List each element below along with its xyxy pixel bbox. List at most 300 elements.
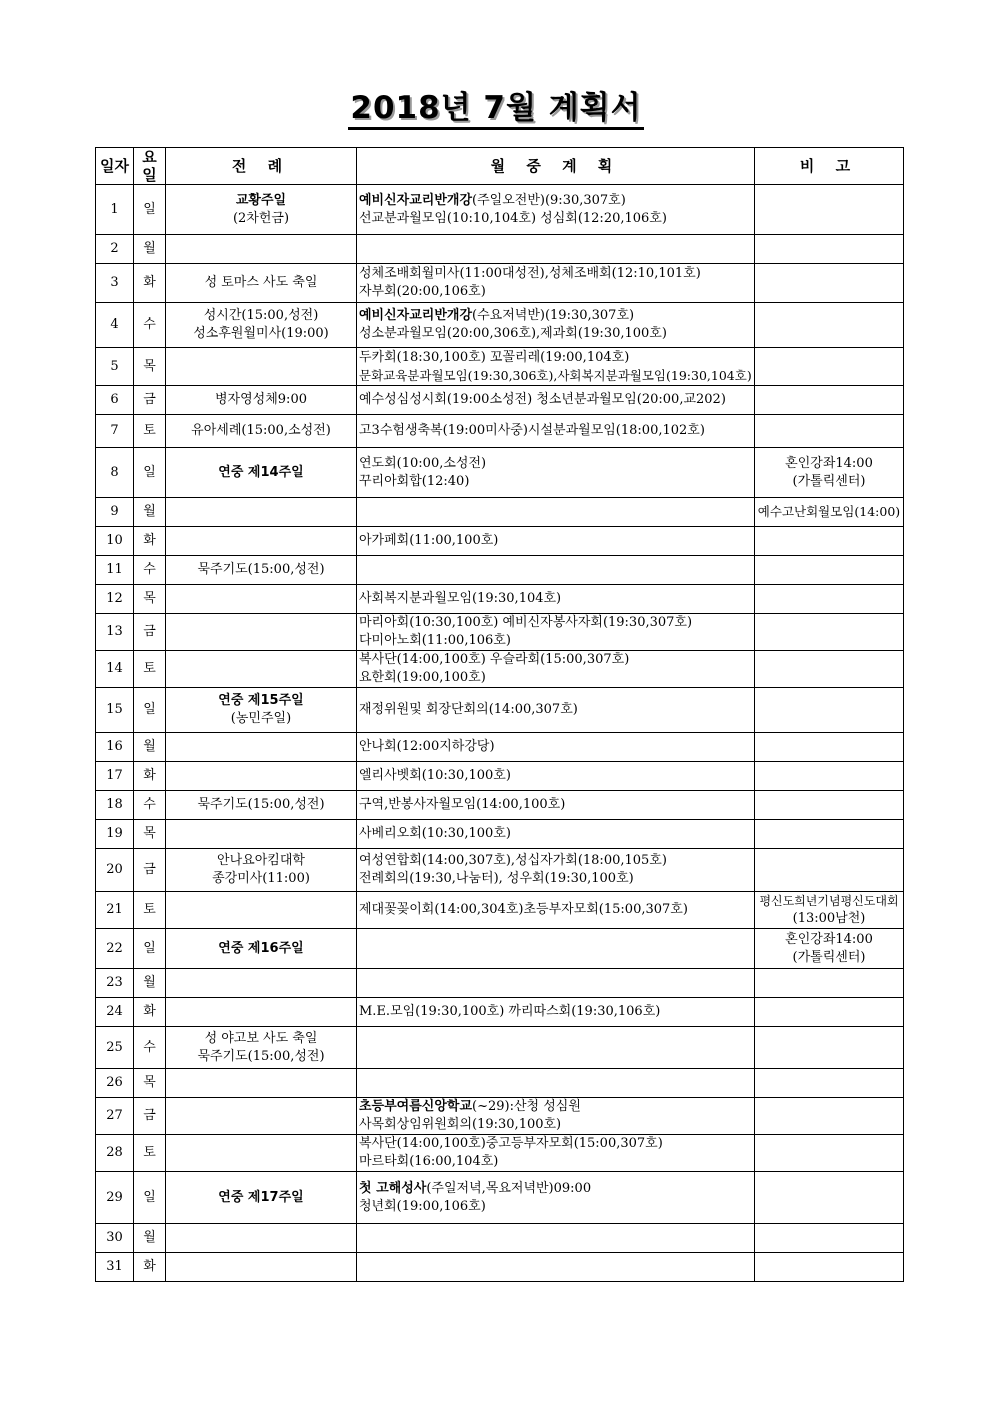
note-cell xyxy=(755,791,904,820)
plan-text: 마리아회(10:30,100호) 예비신자봉사자회(19:30,307호) xyxy=(359,615,693,630)
plan-line xyxy=(359,349,752,367)
table-row xyxy=(96,614,904,651)
weekday-cell: 일 xyxy=(134,1172,166,1224)
table-header xyxy=(96,148,904,185)
monthly-plan-cell xyxy=(357,998,755,1027)
table-row xyxy=(96,415,904,448)
liturgy-line xyxy=(168,940,354,958)
table-row xyxy=(96,585,904,614)
monthly-plan-cell xyxy=(357,820,755,849)
monthly-plan-cell xyxy=(357,614,755,651)
table-row xyxy=(96,1172,904,1224)
header-liturgy: 전 례 xyxy=(166,148,357,185)
plan-line xyxy=(359,1153,752,1171)
plan-line xyxy=(359,391,752,409)
monthly-plan-cell xyxy=(357,448,755,498)
liturgy-cell xyxy=(166,185,357,235)
date-cell: 19 xyxy=(96,820,134,849)
liturgy-cell xyxy=(166,235,357,264)
plan-text: 연도회(10:00,소성전) xyxy=(359,455,487,471)
weekday-cell: 일 xyxy=(134,929,166,969)
plan-line xyxy=(359,852,752,870)
monthly-plan-cell xyxy=(357,1069,755,1098)
weekday-cell: 토 xyxy=(134,1135,166,1172)
plan-text: (주일오전반)(9:30,307호) xyxy=(472,192,626,208)
plan-line xyxy=(359,1198,752,1216)
plan-text: (주일저녁,목요저녁반)09:00 xyxy=(426,1180,592,1196)
monthly-plan-cell xyxy=(357,585,755,614)
plan-line xyxy=(359,367,752,385)
liturgy-line xyxy=(168,274,354,292)
note-cell xyxy=(755,498,904,527)
plan-line xyxy=(359,1180,752,1198)
table-row xyxy=(96,969,904,998)
weekday-cell: 수 xyxy=(134,791,166,820)
liturgy-line xyxy=(168,391,354,409)
note-cell xyxy=(755,527,904,556)
note-cell xyxy=(755,820,904,849)
liturgy-cell xyxy=(166,415,357,448)
plan-text: 복사단(14:00,100호)중고등부자모회(15:00,307호) xyxy=(359,1136,663,1151)
weekday-cell: 목 xyxy=(134,348,166,386)
liturgy-bold-text: 연중 제15주일 xyxy=(218,693,304,708)
plan-line xyxy=(359,325,752,343)
plan-text: 성소분과월모임(20:00,306호),제과회(19:30,100호) xyxy=(359,326,667,341)
note-cell xyxy=(755,1224,904,1253)
liturgy-cell xyxy=(166,498,357,527)
liturgy-bold-text: 연중 제16주일 xyxy=(218,940,304,956)
plan-text: 예수성심성시회(19:00소성전) 청소년분과월모임(20:00,교202) xyxy=(359,392,726,407)
monthly-plan-cell xyxy=(357,969,755,998)
table-row xyxy=(96,303,904,348)
table-row xyxy=(96,688,904,733)
monthly-plan-cell xyxy=(357,892,755,929)
plan-line xyxy=(359,1135,752,1153)
liturgy-text: (2차헌금) xyxy=(232,210,290,226)
date-cell: 14 xyxy=(96,651,134,688)
table-row xyxy=(96,892,904,929)
note-cell xyxy=(755,1027,904,1069)
weekday-cell: 화 xyxy=(134,527,166,556)
monthly-plan-cell xyxy=(357,498,755,527)
liturgy-cell xyxy=(166,1253,357,1282)
plan-line xyxy=(359,669,752,687)
monthly-plan-cell xyxy=(357,235,755,264)
monthly-plan-cell xyxy=(357,651,755,688)
weekday-cell: 월 xyxy=(134,1224,166,1253)
date-cell: 6 xyxy=(96,386,134,415)
header-monthly-plan: 월 중 계 획 xyxy=(357,148,755,185)
note-cell xyxy=(755,264,904,303)
note-line: 평신도희년기념평신도대회 xyxy=(759,894,899,908)
liturgy-cell xyxy=(166,929,357,969)
weekday-cell: 금 xyxy=(134,1098,166,1135)
monthly-plan-cell xyxy=(357,415,755,448)
liturgy-text: 묵주기도(15:00,성전) xyxy=(197,562,325,577)
monthly-plan-cell xyxy=(357,348,755,386)
date-cell: 31 xyxy=(96,1253,134,1282)
date-cell: 5 xyxy=(96,348,134,386)
date-cell: 22 xyxy=(96,929,134,969)
page-title xyxy=(0,82,992,127)
monthly-plan-cell xyxy=(357,762,755,791)
table-row xyxy=(96,1069,904,1098)
weekday-cell: 수 xyxy=(134,303,166,348)
plan-line xyxy=(359,422,752,440)
note-cell xyxy=(755,1098,904,1135)
monthly-plan-cell xyxy=(357,1098,755,1135)
plan-text: 성체조배회월미사(11:00대성전),성체조배회(12:10,101호) xyxy=(359,266,701,281)
table-row xyxy=(96,185,904,235)
table-row xyxy=(96,762,904,791)
liturgy-line xyxy=(168,561,354,579)
liturgy-line xyxy=(168,307,354,325)
liturgy-cell xyxy=(166,791,357,820)
note-cell xyxy=(755,348,904,386)
plan-text: (수요저녁반)(19:30,307호) xyxy=(472,308,635,323)
table-row xyxy=(96,348,904,386)
date-cell: 20 xyxy=(96,849,134,892)
plan-line xyxy=(359,265,752,283)
liturgy-cell xyxy=(166,556,357,585)
table-row xyxy=(96,556,904,585)
date-cell: 3 xyxy=(96,264,134,303)
plan-line xyxy=(359,307,752,325)
plan-text: 전례회의(19:30,나눔터), 성우회(19:30,100호) xyxy=(359,871,634,886)
liturgy-line xyxy=(168,422,354,440)
plan-line xyxy=(359,1116,752,1134)
monthly-plan-cell xyxy=(357,791,755,820)
weekday-cell: 월 xyxy=(134,969,166,998)
table-row xyxy=(96,498,904,527)
liturgy-text: 병자영성체9:00 xyxy=(215,392,307,407)
plan-text: 고3수험생축복(19:00미사중)시설분과월모임(18:00,102호) xyxy=(359,423,705,438)
note-cell xyxy=(755,929,904,969)
liturgy-cell xyxy=(166,614,357,651)
date-cell: 23 xyxy=(96,969,134,998)
weekday-cell: 목 xyxy=(134,820,166,849)
date-cell: 16 xyxy=(96,733,134,762)
plan-line xyxy=(359,825,752,843)
liturgy-line xyxy=(168,464,354,482)
plan-line xyxy=(359,738,752,756)
note-cell xyxy=(755,303,904,348)
table-row xyxy=(96,235,904,264)
liturgy-cell xyxy=(166,1224,357,1253)
weekday-cell: 수 xyxy=(134,556,166,585)
note-cell xyxy=(755,448,904,498)
liturgy-cell xyxy=(166,849,357,892)
liturgy-cell xyxy=(166,762,357,791)
date-cell: 9 xyxy=(96,498,134,527)
monthly-plan-cell xyxy=(357,264,755,303)
note-cell xyxy=(755,585,904,614)
table-row xyxy=(96,929,904,969)
liturgy-cell xyxy=(166,1135,357,1172)
monthly-plan-cell xyxy=(357,688,755,733)
liturgy-line xyxy=(168,192,354,228)
liturgy-cell xyxy=(166,651,357,688)
plan-line xyxy=(359,614,752,632)
plan-line xyxy=(359,651,752,669)
note-cell xyxy=(755,1069,904,1098)
plan-text: 두카회(18:30,100호) 꼬꼴리레(19:00,104호) xyxy=(359,349,630,365)
weekday-cell: 일 xyxy=(134,688,166,733)
note-line: (가톨릭센터) xyxy=(792,473,866,489)
liturgy-text: 묵주기도(15:00,성전) xyxy=(197,797,325,812)
date-cell: 13 xyxy=(96,614,134,651)
liturgy-cell xyxy=(166,1069,357,1098)
liturgy-line xyxy=(168,1048,354,1066)
note-cell xyxy=(755,1172,904,1224)
note-cell xyxy=(755,651,904,688)
date-cell: 24 xyxy=(96,998,134,1027)
plan-text: 사목회상임위원회의(19:30,100호) xyxy=(359,1117,562,1132)
liturgy-cell xyxy=(166,448,357,498)
date-cell: 15 xyxy=(96,688,134,733)
date-cell: 1 xyxy=(96,185,134,235)
liturgy-cell xyxy=(166,1172,357,1224)
plan-text: 사회복지분과월모임(19:30,104호) xyxy=(359,591,562,606)
plan-text: 마르타회(16:00,104호) xyxy=(359,1154,499,1169)
plan-line xyxy=(359,901,752,919)
liturgy-cell xyxy=(166,264,357,303)
note-line: 혼인강좌14:00 xyxy=(785,931,873,947)
plan-text: 선교분과월모임(10:10,104호) 성심회(12:20,106호) xyxy=(359,210,667,226)
monthly-plan-cell xyxy=(357,386,755,415)
table-row xyxy=(96,651,904,688)
plan-bold-text: 초등부여름신앙학교 xyxy=(359,1099,473,1114)
monthly-plan-cell xyxy=(357,1224,755,1253)
table-row xyxy=(96,791,904,820)
liturgy-line xyxy=(168,1189,354,1207)
liturgy-cell xyxy=(166,688,357,733)
note-cell xyxy=(755,185,904,235)
plan-bold-text: 첫 고해성사 xyxy=(359,1180,427,1196)
note-cell xyxy=(755,386,904,415)
note-cell xyxy=(755,688,904,733)
monthly-plan-cell xyxy=(357,1253,755,1282)
weekday-cell: 월 xyxy=(134,235,166,264)
weekday-cell: 토 xyxy=(134,892,166,929)
plan-line xyxy=(359,590,752,608)
monthly-plan-cell xyxy=(357,556,755,585)
liturgy-text: 성시간(15:00,성전) xyxy=(203,308,319,323)
table-row xyxy=(96,1098,904,1135)
liturgy-bold-text: 교황주일 xyxy=(235,192,287,208)
table-row xyxy=(96,527,904,556)
plan-line xyxy=(359,473,752,491)
weekday-cell: 화 xyxy=(134,762,166,791)
weekday-cell: 수 xyxy=(134,1027,166,1069)
liturgy-cell xyxy=(166,1027,357,1069)
liturgy-line xyxy=(168,325,354,343)
monthly-plan-cell xyxy=(357,185,755,235)
weekday-cell: 월 xyxy=(134,498,166,527)
plan-line xyxy=(359,532,752,550)
liturgy-line xyxy=(168,852,354,870)
note-cell xyxy=(755,235,904,264)
liturgy-cell xyxy=(166,348,357,386)
plan-text: 안나회(12:00지하강당) xyxy=(359,739,495,754)
page-title-text: 2018년 7월 계획서 xyxy=(348,90,643,130)
table-row xyxy=(96,1253,904,1282)
table-row xyxy=(96,448,904,498)
table-body xyxy=(96,185,904,1282)
plan-line xyxy=(359,210,752,228)
liturgy-text: (농민주일) xyxy=(230,711,292,726)
plan-line xyxy=(359,796,752,814)
note-cell xyxy=(755,1135,904,1172)
date-cell: 26 xyxy=(96,1069,134,1098)
plan-line xyxy=(359,1098,752,1116)
liturgy-text: 성 토마스 사도 축일 xyxy=(204,275,318,290)
date-cell: 21 xyxy=(96,892,134,929)
weekday-cell: 화 xyxy=(134,264,166,303)
plan-text: 청년회(19:00,106호) xyxy=(359,1198,486,1214)
weekday-cell: 일 xyxy=(134,448,166,498)
liturgy-line xyxy=(168,692,354,710)
plan-text: 여성연합회(14:00,307호),성십자가회(18:00,105호) xyxy=(359,853,667,868)
plan-bold-text: 예비신자교리반개강 xyxy=(359,192,473,208)
weekday-cell: 화 xyxy=(134,998,166,1027)
liturgy-bold-text: 연중 제17주일 xyxy=(218,1189,304,1205)
header-date: 일자 xyxy=(96,148,134,185)
table-row xyxy=(96,386,904,415)
plan-text: 재정위원및 회장단회의(14:00,307호) xyxy=(359,702,578,717)
table-row xyxy=(96,820,904,849)
liturgy-cell xyxy=(166,820,357,849)
header-weekday: 요일 xyxy=(134,148,166,185)
weekday-cell: 일 xyxy=(134,185,166,235)
plan-bold-text: 예비신자교리반개강 xyxy=(359,308,473,323)
date-cell: 10 xyxy=(96,527,134,556)
note-cell xyxy=(755,998,904,1027)
note-cell xyxy=(755,969,904,998)
weekday-cell: 화 xyxy=(134,1253,166,1282)
table-row xyxy=(96,1027,904,1069)
liturgy-text: 종강미사(11:00) xyxy=(212,871,310,886)
plan-line xyxy=(359,632,752,650)
liturgy-cell xyxy=(166,527,357,556)
table-row xyxy=(96,1224,904,1253)
date-cell: 12 xyxy=(96,585,134,614)
plan-text: 구역,반봉사자월모임(14:00,100호) xyxy=(359,797,566,812)
plan-line xyxy=(359,1003,752,1021)
plan-text: 꾸리아회합(12:40) xyxy=(359,473,470,489)
liturgy-text: 성소후원월미사(19:00) xyxy=(193,326,329,341)
note-line: (가톨릭센터) xyxy=(792,949,866,965)
monthly-plan-cell xyxy=(357,1027,755,1069)
plan-text: 제대꽃꽂이회(14:00,304호)초등부자모회(15:00,307호) xyxy=(359,902,688,917)
date-cell: 2 xyxy=(96,235,134,264)
note-cell xyxy=(755,1253,904,1282)
date-cell: 28 xyxy=(96,1135,134,1172)
plan-line xyxy=(359,192,752,210)
liturgy-cell xyxy=(166,386,357,415)
liturgy-line xyxy=(168,870,354,888)
weekday-cell: 금 xyxy=(134,386,166,415)
weekday-cell: 목 xyxy=(134,1069,166,1098)
monthly-plan-table xyxy=(95,147,904,1282)
monthly-plan-cell xyxy=(357,1172,755,1224)
weekday-cell: 월 xyxy=(134,733,166,762)
note-line: 예수고난회월모임(14:00) xyxy=(757,504,901,519)
plan-line xyxy=(359,455,752,473)
date-cell: 18 xyxy=(96,791,134,820)
note-line: (13:00남천) xyxy=(792,911,866,926)
plan-text: 아가페회(11:00,100호) xyxy=(359,533,499,548)
liturgy-cell xyxy=(166,1098,357,1135)
date-cell: 7 xyxy=(96,415,134,448)
date-cell: 4 xyxy=(96,303,134,348)
table-row xyxy=(96,264,904,303)
plan-text: 사베리오회(10:30,100호) xyxy=(359,826,511,841)
plan-text: 다미아노회(11:00,106호) xyxy=(359,633,511,648)
plan-text: 요한회(19:00,100호) xyxy=(359,670,486,685)
monthly-plan-cell xyxy=(357,1135,755,1172)
plan-line xyxy=(359,283,752,301)
liturgy-cell xyxy=(166,733,357,762)
monthly-plan-cell xyxy=(357,929,755,969)
liturgy-line xyxy=(168,1030,354,1048)
header-note: 비 고 xyxy=(755,148,904,185)
monthly-plan-cell xyxy=(357,303,755,348)
table-row xyxy=(96,1135,904,1172)
plan-line xyxy=(359,870,752,888)
liturgy-line xyxy=(168,796,354,814)
liturgy-cell xyxy=(166,303,357,348)
note-cell xyxy=(755,556,904,585)
weekday-cell: 목 xyxy=(134,585,166,614)
liturgy-bold-text: 연중 제14주일 xyxy=(218,464,304,480)
plan-text: 자부회(20:00,106호) xyxy=(359,284,486,299)
plan-text: 엘리사벳회(10:30,100호) xyxy=(359,768,511,783)
note-cell xyxy=(755,415,904,448)
date-cell: 8 xyxy=(96,448,134,498)
liturgy-text: 성 야고보 사도 축일 xyxy=(204,1030,318,1046)
note-line: 혼인강좌14:00 xyxy=(785,455,873,471)
date-cell: 17 xyxy=(96,762,134,791)
plan-text: (~29):산청 성심원 xyxy=(472,1099,581,1114)
date-cell: 30 xyxy=(96,1224,134,1253)
liturgy-line xyxy=(168,710,354,728)
date-cell: 27 xyxy=(96,1098,134,1135)
plan-line xyxy=(359,767,752,785)
liturgy-text: 묵주기도(15:00,성전) xyxy=(197,1048,325,1064)
date-cell: 29 xyxy=(96,1172,134,1224)
monthly-plan-cell xyxy=(357,527,755,556)
note-cell xyxy=(755,733,904,762)
plan-text: 복사단(14:00,100호) 우슬라회(15:00,307호) xyxy=(359,652,630,667)
table-row xyxy=(96,849,904,892)
plan-text: M.E.모임(19:30,100호) 까리따스회(19:30,106호) xyxy=(359,1004,661,1019)
weekday-cell: 토 xyxy=(134,415,166,448)
weekday-cell: 토 xyxy=(134,651,166,688)
plan-text: 문화교육분과월모임(19:30,306호),사회복지분과월모임(19:30,104호) xyxy=(359,367,752,383)
weekday-cell: 금 xyxy=(134,849,166,892)
date-cell: 11 xyxy=(96,556,134,585)
liturgy-cell xyxy=(166,892,357,929)
plan-line xyxy=(359,701,752,719)
note-cell xyxy=(755,892,904,929)
monthly-plan-cell xyxy=(357,733,755,762)
liturgy-cell xyxy=(166,585,357,614)
liturgy-text: 안나요아킴대학 xyxy=(217,853,305,868)
liturgy-text: 유아세례(15:00,소성전) xyxy=(191,423,331,438)
weekday-cell: 금 xyxy=(134,614,166,651)
note-cell xyxy=(755,614,904,651)
